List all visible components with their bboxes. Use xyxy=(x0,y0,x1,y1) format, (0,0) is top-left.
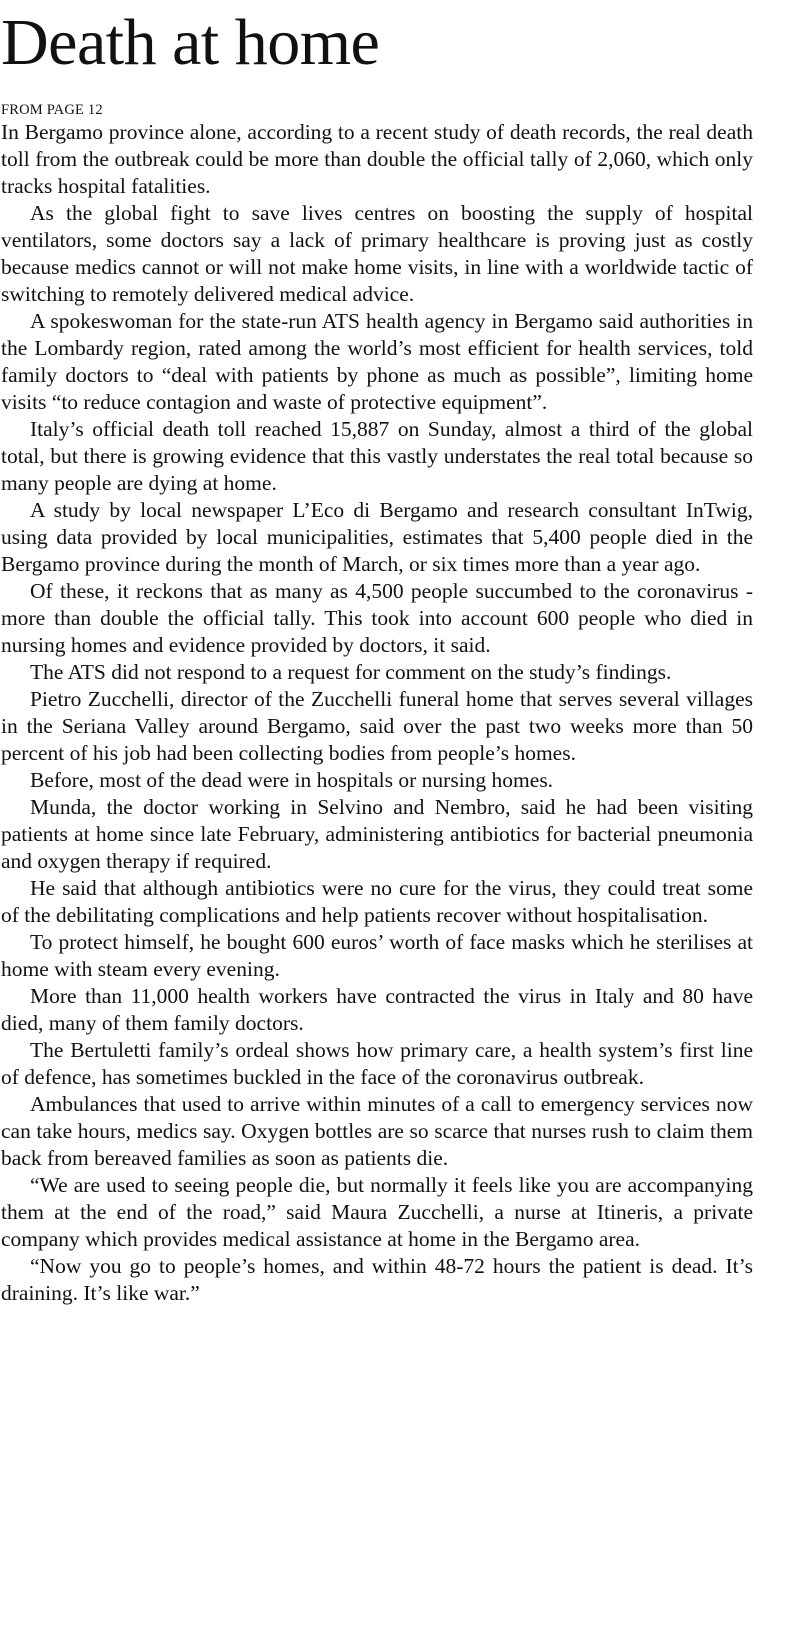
paragraph: “Now you go to people’s homes, and within 48-72 hours the patient is dead. It’s draining. It’s like war.” xyxy=(1,1254,753,1305)
paragraph: To protect himself, he bought 600 euros’ worth of face masks which he sterilises at home with steam every evening. xyxy=(1,930,753,981)
paragraph: Italy’s official death toll reached 15,887 on Sunday, almost a third of the global total, but there is growing evidence that this vastly understates the real total because so many people are dying at home. xyxy=(1,417,753,495)
paragraph: In Bergamo province alone, according to a recent study of death records, the real death toll from the outbreak could be more than double the official tally of 2,060, which only tracks hospital fatalities. xyxy=(1,120,753,198)
paragraph: Pietro Zucchelli, director of the Zucchelli funeral home that serves several villages in the Seriana Valley around Bergamo, said over the past two weeks more than 50 percent of his job had been collecting bodies from people’s homes. xyxy=(1,687,753,765)
paragraph: He said that although antibiotics were no cure for the virus, they could treat some of the debilitating complications and help patients recover without hospitalisation. xyxy=(1,876,753,927)
paragraph: Before, most of the dead were in hospitals or nursing homes. xyxy=(30,768,554,792)
paragraph: The Bertuletti family’s ordeal shows how primary care, a health system’s first line of defence, has sometimes buckled in the face of the coronavirus outbreak. xyxy=(1,1038,753,1089)
paragraph: Ambulances that used to arrive within minutes of a call to emergency services now can take hours, medics say. Oxygen bottles are so scarce that nurses rush to claim them back from bereaved families as soon as patients die. xyxy=(1,1092,753,1170)
paragraph: More than 11,000 health workers have contracted the virus in Italy and 80 have died, many of them family doctors. xyxy=(1,984,753,1035)
paragraph: Of these, it reckons that as many as 4,500 people succumbed to the coronavirus - more than double the official tally. This took into account 600 people who died in nursing homes and evidence provided by doctors, it said. xyxy=(1,579,753,657)
paragraph: A study by local newspaper L’Eco di Bergamo and research consultant InTwig, using data provided by local municipalities, estimates that 5,400 people died in the Bergamo province during the month of March, or six times more than a year ago. xyxy=(1,498,753,576)
article-page xyxy=(1,0,753,1307)
paragraph: A spokeswoman for the state-run ATS health agency in Bergamo said authorities in the Lombardy region, rated among the world’s most efficient for health services, told family doctors to “deal with patients by phone as much as possible”, limiting home visits “to reduce contagion and waste of protective equipment”. xyxy=(1,309,753,414)
continuation-kicker: FROM PAGE 12 xyxy=(1,102,103,118)
article-headline: Death at home xyxy=(1,6,380,79)
paragraph: As the global fight to save lives centres on boosting the supply of hospital ventilators, some doctors say a lack of primary healthcare is proving just as costly because medics cannot or will not make home visits, in line with a worldwide tactic of switching to remotely delivered medical advice. xyxy=(1,201,753,306)
paragraph: Munda, the doctor working in Selvino and Nembro, said he had been visiting patients at home since late February, administering antibiotics for bacterial pneumonia and oxygen therapy if required. xyxy=(1,795,753,873)
paragraph: The ATS did not respond to a request for comment on the study’s findings. xyxy=(30,660,672,684)
paragraph: “We are used to seeing people die, but normally it feels like you are accompanying them at the end of the road,” said Maura Zucchelli, a nurse at Itineris, a private company which provides medical assistance at home in the Bergamo area. xyxy=(1,1173,753,1251)
article-body xyxy=(1,119,753,1307)
